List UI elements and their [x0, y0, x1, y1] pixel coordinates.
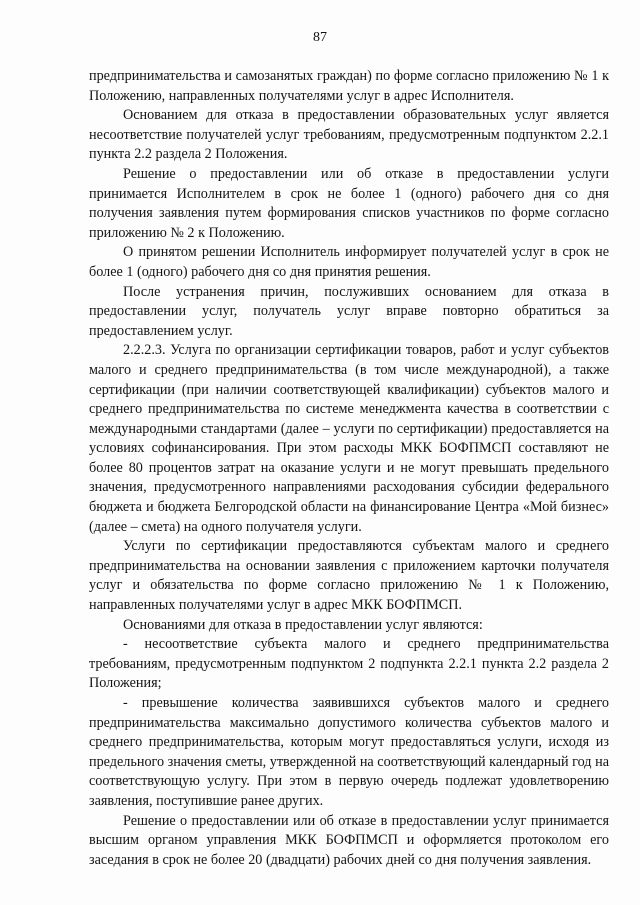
list-item-nonconformity: - несоответствие субъекта малого и среднего предпринимательства требованиям, предусмотренным подпунктом 2 подпункта 2.2.1 пункта 2.2 раздела 2 Положения;	[89, 636, 609, 692]
paragraph-continuation: предпринимательства и самозанятых граждан) по форме согласно приложению № 1 к Положению, направленных получателями услуг в адрес Исполнителя.	[89, 68, 609, 104]
paragraph-notification: О принятом решении Исполнитель информирует получателей услуг в срок не более 1 (одного) рабочего дня со дня принятия решения.	[89, 244, 609, 280]
page-number: 87	[313, 30, 327, 45]
paragraph-refusal-grounds-education: Основанием для отказа в предоставлении образовательных услуг является несоответствие получателей услуг требованиям, предусмотренным подпунктом 2.2.1 пункта 2.2 раздела 2 Положения.	[89, 107, 609, 163]
paragraph-certification-provision: Услуги по сертификации предоставляются субъектам малого и среднего предпринимательства на основании заявления с приложением карточки получателя услуг и обязательства по форме согласно приложению № 1 к Положению, направленных получателями услуг в адрес МКК БОФПМСП.	[89, 538, 609, 614]
paragraph-refusal-grounds-heading: Основаниями для отказа в предоставлении услуг являются:	[123, 616, 483, 633]
paragraph-decision-certification: Решение о предоставлении или об отказе в предоставлении услуг принимается высшим органом управления МКК БОФПМСП и оформляется протоколом его заседания в срок не более 20 (двадцати) рабочих дней со дня получения заявления.	[89, 812, 609, 868]
paragraph-reapplication: После устранения причин, послуживших основанием для отказа в предоставлении услуг, получатель услуг вправе повторно обратиться за предоставлением услуг.	[89, 283, 609, 339]
paragraph-certification-service: 2.2.2.3. Услуга по организации сертификации товаров, работ и услуг субъектов малого и среднего предпринимательства (в том числе международной), а также сертификации (при наличии соответствующей квалификации) субъектов малого и среднего предпринимательства по системе менеджмента качества в соответствии с международными стандартами (далее – услуги по сертификации) предоставляется на условиях софинансирования. При этом расходы МКК БОФПМСП составляют не более 80 процентов затрат на оказание услуги и не могут превышать предельного значения, предусмотренного направлениями расходования субсидии федерального бюджета и бюджета Белгородской области на финансирование Центра «Мой бизнес» (далее – смета) на одного получателя услуги.	[89, 342, 609, 535]
list-item-excess-applicants: - превышение количества заявившихся субъектов малого и среднего предпринимательства максимально допустимого количества субъектов малого и среднего предпринимательства, которым могут предоставляться услуги, исходя из предельного значения сметы, утвержденной на соответствующий календарный год на соответствующую услугу. При этом в первую очередь подлежат удовлетворению заявления, поступившие ранее других.	[89, 695, 609, 809]
document-body	[89, 67, 609, 870]
paragraph-decision-education: Решение о предоставлении или об отказе в предоставлении услуги принимается Исполнителем в срок не более 1 (одного) рабочего дня со дня получения заявления путем формирования списков участников по форме согласно приложению № 2 к Положению.	[89, 165, 609, 241]
